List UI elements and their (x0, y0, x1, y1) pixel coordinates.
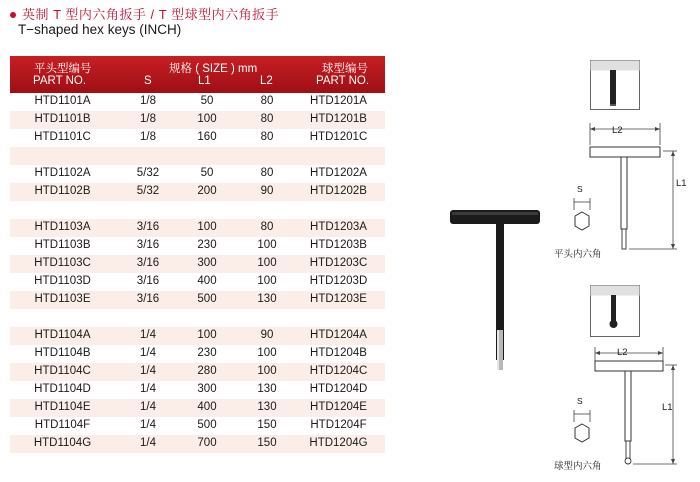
cell-part-no: HTD1101A (34, 95, 91, 107)
table-row (10, 255, 385, 273)
table-body (10, 93, 385, 453)
flat-hex-section (566, 188, 606, 244)
cell-l2: 100 (257, 257, 277, 269)
cell-l2: 80 (260, 113, 274, 125)
cell-size-s: 5/32 (136, 167, 160, 179)
cell-part-no: HTD1104D (34, 383, 91, 395)
cell-size-s: 1/4 (140, 383, 156, 395)
table-row (10, 345, 385, 363)
cell-ball-part-no: HTD1202B (310, 185, 367, 197)
cell-ball-part-no: HTD1203C (309, 257, 368, 269)
cell-size-s: 1/4 (140, 347, 156, 359)
cell-ball-part-no: HTD1201B (310, 113, 367, 125)
ball-hex-section (566, 400, 606, 456)
cell-part-no: HTD1104A (34, 329, 91, 341)
cell-l2: 80 (260, 131, 274, 143)
cell-part-no: HTD1102B (34, 185, 91, 197)
cell-size-s: 1/8 (140, 113, 156, 125)
cell-l2: 80 (260, 167, 274, 179)
cell-ball-part-no: HTD1201C (309, 131, 368, 143)
cell-l1: 400 (197, 275, 217, 287)
cell-ball-part-no: HTD1204E (310, 401, 367, 413)
ball-caption: 球型内六角 (554, 461, 602, 472)
cell-ball-part-no: HTD1203A (310, 221, 367, 233)
cell-l1: 100 (197, 113, 217, 125)
cell-part-no: HTD1104E (34, 401, 91, 413)
cell-l2: 90 (260, 329, 274, 341)
spec-table (10, 56, 385, 453)
cell-size-s: 1/8 (140, 95, 156, 107)
cell-ball-part-no: HTD1202A (310, 167, 367, 179)
cell-l1: 50 (200, 95, 214, 107)
cell-l2: 130 (257, 293, 277, 305)
cell-size-s: 1/4 (140, 329, 156, 341)
cell-l1: 160 (197, 131, 217, 143)
cell-l1: 230 (197, 239, 217, 251)
cell-l2: 100 (257, 275, 277, 287)
table-row (10, 309, 385, 327)
table-row (10, 417, 385, 435)
cell-l1: 280 (197, 365, 217, 377)
header-l2: L2 (260, 75, 273, 87)
cell-size-s: 1/4 (140, 437, 156, 449)
cell-l2: 100 (257, 347, 277, 359)
table-row (10, 219, 385, 237)
cell-l2: 80 (260, 221, 274, 233)
flat-l1-label: L1 (676, 178, 687, 189)
cell-l2: 100 (257, 365, 277, 377)
table-row (10, 399, 385, 417)
t-wrench-image (430, 180, 540, 380)
cell-l2: 130 (257, 383, 277, 395)
cell-l2: 130 (257, 401, 277, 413)
cell-l1: 700 (197, 437, 217, 449)
page-title-cn (10, 4, 279, 23)
cell-size-s: 3/16 (136, 293, 160, 305)
cell-part-no: HTD1103B (34, 239, 91, 251)
cell-part-no: HTD1103A (34, 221, 91, 233)
cell-l1: 100 (197, 329, 217, 341)
cell-l2: 80 (260, 95, 274, 107)
cell-part-no: HTD1103D (34, 275, 91, 287)
title-cn-text: 英制 T 型内六角扳手 / T 型球型内六角扳手 (22, 7, 280, 22)
cell-part-no: HTD1103C (34, 257, 91, 269)
table-row (10, 147, 385, 165)
table-row (10, 381, 385, 399)
cell-part-no: HTD1104G (33, 437, 92, 449)
table-row (10, 93, 385, 111)
table-row (10, 327, 385, 345)
cell-size-s: 1/4 (140, 401, 156, 413)
ball-l1-label: L1 (662, 402, 673, 413)
table-row (10, 435, 385, 453)
header-size: 规格 ( SIZE ) mm (169, 63, 258, 75)
cell-ball-part-no: HTD1204G (309, 437, 368, 449)
cell-l2: 90 (260, 185, 274, 197)
cell-size-s: 3/16 (136, 239, 160, 251)
header-ball-part-cn: 球型编号 (322, 63, 368, 75)
header-ball-part-en: PART NO. (316, 75, 370, 87)
cell-l1: 300 (197, 257, 217, 269)
table-row (10, 129, 385, 147)
table-row (10, 363, 385, 381)
cell-l1: 230 (197, 347, 217, 359)
flat-l2-label: L2 (612, 125, 623, 136)
cell-l1: 300 (197, 383, 217, 395)
cell-size-s: 3/16 (136, 275, 160, 287)
cell-l2: 100 (257, 239, 277, 251)
ball-tip-inset (590, 285, 640, 337)
cell-l1: 100 (197, 221, 217, 233)
flat-tip-inset (590, 60, 640, 110)
cell-part-no: HTD1104F (34, 419, 91, 431)
flat-s-label: S (577, 184, 583, 194)
cell-part-no: HTD1103E (34, 293, 91, 305)
cell-ball-part-no: HTD1204C (309, 365, 368, 377)
cell-size-s: 1/4 (140, 419, 156, 431)
cell-ball-part-no: HTD1203D (309, 275, 368, 287)
cell-l1: 500 (197, 293, 217, 305)
table-row (10, 273, 385, 291)
table-row (10, 111, 385, 129)
cell-ball-part-no: HTD1204A (310, 329, 367, 341)
header-s: S (144, 75, 152, 87)
ball-l2-label: L2 (617, 347, 628, 358)
cell-l1: 500 (197, 419, 217, 431)
cell-part-no: HTD1104B (34, 347, 91, 359)
cell-size-s: 1/8 (140, 131, 156, 143)
cell-ball-part-no: HTD1204F (310, 419, 367, 431)
cell-l1: 200 (197, 185, 217, 197)
table-row (10, 165, 385, 183)
page-title-en: T−shaped hex keys (INCH) (18, 22, 182, 37)
cell-size-s: 3/16 (136, 257, 160, 269)
header-part-cn: 平头型编号 (34, 63, 92, 75)
cell-part-no: HTD1102A (34, 167, 91, 179)
cell-l1: 50 (200, 167, 214, 179)
table-row (10, 201, 385, 219)
cell-size-s: 3/16 (136, 221, 160, 233)
cell-part-no: HTD1101C (34, 131, 91, 143)
cell-ball-part-no: HTD1204D (309, 383, 368, 395)
header-l1: L1 (198, 75, 211, 87)
cell-part-no: HTD1104C (34, 365, 91, 377)
cell-ball-part-no: HTD1203B (310, 239, 367, 251)
table-row (10, 237, 385, 255)
table-row (10, 291, 385, 309)
cell-size-s: 5/32 (136, 185, 160, 197)
diagram-area (430, 60, 700, 480)
header-part-en: PART NO. (33, 75, 87, 87)
cell-size-s: 1/4 (140, 365, 156, 377)
cell-ball-part-no: HTD1201A (310, 95, 367, 107)
cell-part-no: HTD1101B (34, 113, 91, 125)
bullet-icon (10, 12, 16, 18)
flat-caption: 平头内六角 (554, 249, 602, 260)
cell-ball-part-no: HTD1203E (310, 293, 367, 305)
ball-s-label: S (577, 396, 583, 406)
cell-l2: 150 (257, 437, 277, 449)
cell-l1: 400 (197, 401, 217, 413)
table-row (10, 183, 385, 201)
cell-l2: 150 (257, 419, 277, 431)
cell-ball-part-no: HTD1204B (310, 347, 367, 359)
table-header (10, 56, 385, 93)
